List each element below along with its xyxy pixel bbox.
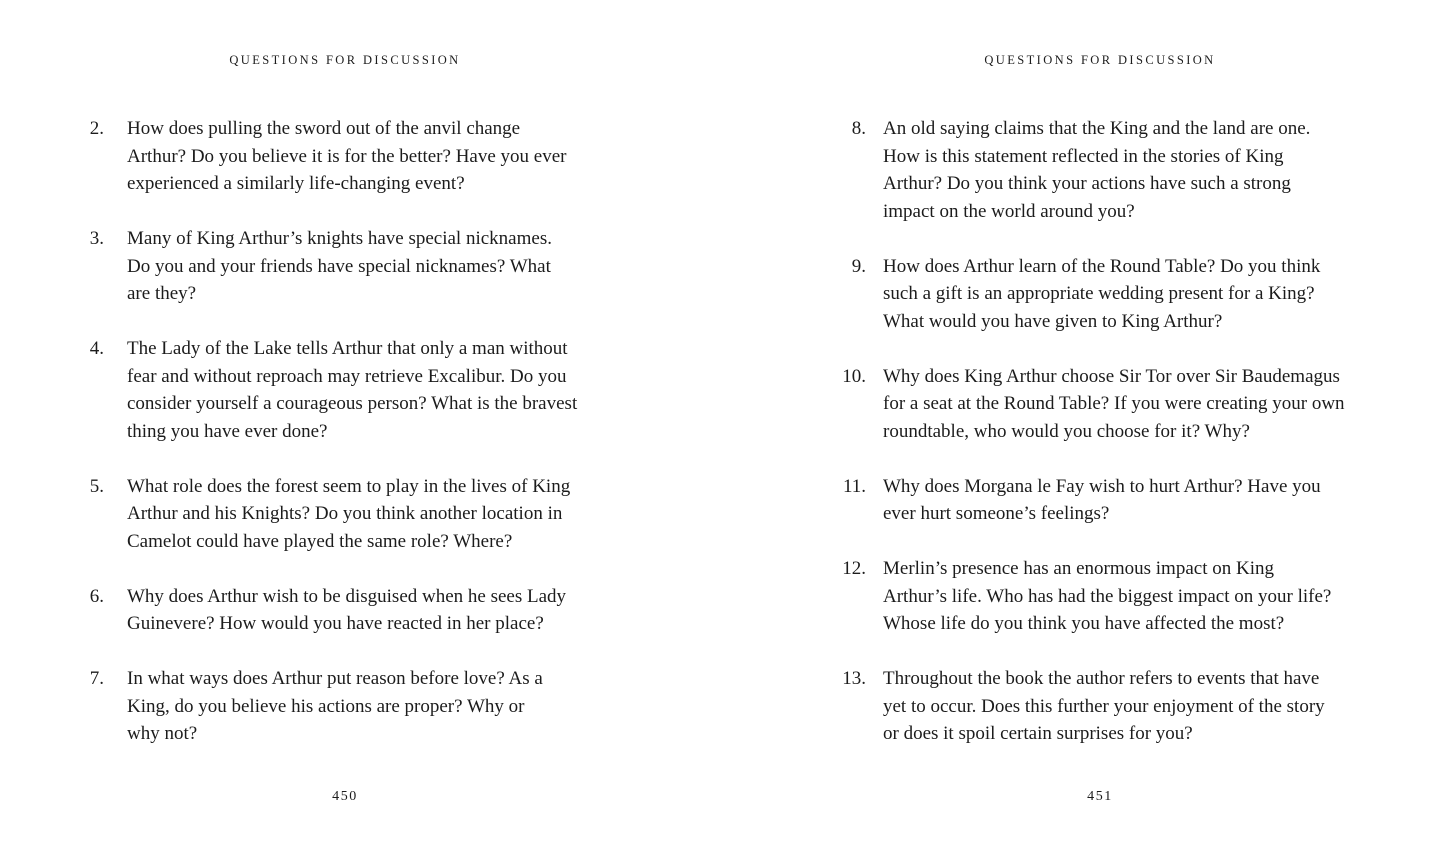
- question-line: Many of King Arthur’s knights have special nicknames.: [127, 228, 552, 249]
- question-text: [127, 583, 566, 638]
- question-line: experienced a similarly life-changing event?: [127, 173, 465, 194]
- question-line: ever hurt someone’s feelings?: [883, 503, 1110, 524]
- question-number: 12.: [842, 558, 866, 579]
- question-line: An old saying claims that the King and the land are one.: [883, 118, 1311, 139]
- question-text: [883, 473, 1321, 528]
- questions-list: [829, 115, 1345, 775]
- question-line: Arthur’s life. Who has had the biggest impact on your life?: [883, 585, 1332, 607]
- question-number: 2.: [89, 118, 104, 139]
- question-line: How does pulling the sword out of the anvil change: [127, 118, 521, 139]
- question-line: Arthur and his Knights? Do you think another location in: [127, 503, 563, 524]
- question-line: roundtable, who would you choose for it? Why?: [883, 420, 1250, 442]
- question-number: 5.: [89, 475, 104, 497]
- book-page-right: [722, 0, 1445, 854]
- question-number: 13.: [842, 668, 866, 689]
- question-line: How does Arthur learn of the Round Table? Do you think: [883, 255, 1321, 277]
- question-text: [883, 555, 1331, 638]
- question-line: What role does the forest seem to play in the lives of King: [127, 475, 571, 497]
- question-line: Merlin’s presence has an enormous impact on King: [883, 558, 1274, 579]
- question-line: impact on the world around you?: [883, 200, 1135, 222]
- question-line: Whose life do you think you have affected the most?: [883, 613, 1285, 634]
- question-item: [829, 363, 1345, 446]
- question-item: [67, 115, 577, 198]
- question-number: 3.: [89, 228, 104, 249]
- question-item: [67, 665, 577, 748]
- question-item: [829, 253, 1345, 336]
- question-text: [127, 335, 577, 445]
- question-line: Do you and your friends have special nicknames? What: [127, 255, 551, 277]
- question-line: are they?: [127, 283, 197, 304]
- question-number: 11.: [842, 475, 866, 497]
- page-number: 451: [1087, 789, 1113, 804]
- question-line: The Lady of the Lake tells Arthur that only a man without: [127, 338, 568, 359]
- question-line: yet to occur. Does this further your enjoyment of the story: [883, 695, 1325, 717]
- book-page-left: [0, 0, 722, 854]
- question-line: thing you have ever done?: [127, 420, 328, 442]
- question-item: [829, 665, 1345, 748]
- question-line: Why does Morgana le Fay wish to hurt Arthur? Have you: [883, 475, 1321, 497]
- question-text: [127, 115, 566, 198]
- question-line: Why does King Arthur choose Sir Tor over Sir Baudemagus: [883, 365, 1340, 387]
- question-item: [67, 225, 577, 308]
- question-item: [67, 335, 577, 445]
- question-item: [67, 583, 577, 638]
- running-head: QUESTIONS FOR DISCUSSION: [229, 53, 461, 67]
- question-item: [67, 473, 577, 556]
- questions-list: [67, 115, 577, 775]
- question-number: 4.: [89, 338, 104, 359]
- question-line: How is this statement reflected in the stories of King: [883, 145, 1284, 167]
- question-item: [829, 115, 1345, 225]
- question-text: [883, 363, 1345, 446]
- question-number: 9.: [851, 255, 866, 277]
- question-line: What would you have given to King Arthur?: [883, 310, 1223, 332]
- question-number: 7.: [89, 668, 104, 689]
- question-text: [883, 665, 1325, 748]
- running-head: QUESTIONS FOR DISCUSSION: [984, 53, 1216, 67]
- question-number: 6.: [89, 585, 104, 607]
- question-text: [127, 473, 570, 556]
- page-number: 450: [332, 789, 358, 804]
- question-number: 8.: [851, 118, 866, 139]
- question-line: fear and without reproach may retrieve Excalibur. Do you: [127, 365, 567, 387]
- question-line: why not?: [127, 723, 198, 744]
- question-line: Arthur? Do you believe it is for the better? Have you ever: [127, 145, 567, 167]
- question-line: Camelot could have played the same role? Where?: [127, 530, 513, 552]
- question-line: Throughout the book the author refers to events that have: [883, 668, 1320, 689]
- question-item: [829, 555, 1345, 638]
- question-text: [883, 253, 1320, 336]
- question-text: [127, 225, 552, 308]
- question-number: 10.: [842, 365, 866, 387]
- question-line: for a seat at the Round Table? If you were creating your own: [883, 393, 1345, 414]
- question-line: such a gift is an appropriate wedding present for a King?: [883, 283, 1315, 304]
- question-line: consider yourself a courageous person? What is the bravest: [127, 393, 578, 414]
- question-line: Why does Arthur wish to be disguised when he sees Lady: [127, 585, 567, 607]
- question-line: King, do you believe his actions are proper? Why or: [127, 695, 525, 717]
- question-line: Guinevere? How would you have reacted in her place?: [127, 613, 544, 634]
- question-text: [883, 115, 1310, 225]
- question-line: or does it spoil certain surprises for you?: [883, 723, 1193, 744]
- question-text: [127, 665, 543, 748]
- question-line: In what ways does Arthur put reason before love? As a: [127, 668, 543, 689]
- question-item: [829, 473, 1345, 528]
- question-line: Arthur? Do you think your actions have such a strong: [883, 173, 1291, 194]
